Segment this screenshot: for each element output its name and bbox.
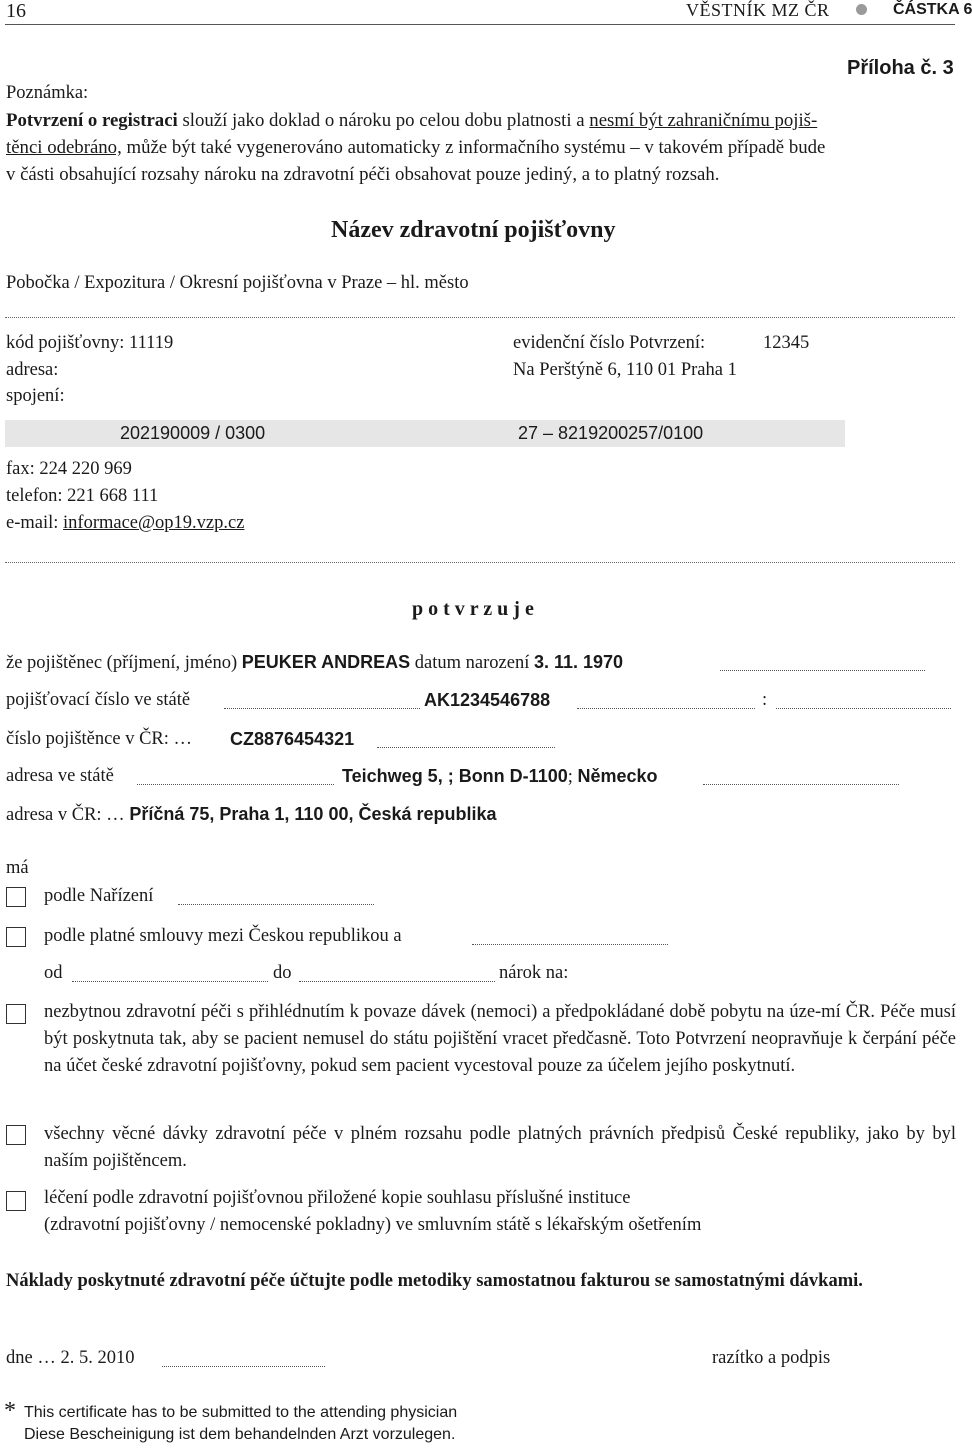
phone-number: 221 668 111 — [67, 486, 159, 506]
necessary-care-text: nezbytnou zdravotní péči s přihlédnutím k povaze dávek (nemoci) a předpokládané době pobytu na úze-mí ČR. Péče musí být poskytnuta tak, aby se pacient nemusel do státu pojištění vracet předčasně. Toto Potvrzení neopravňuje k čerpání péče na účet české zdravotní pojišťovny, pokud sem pacient vycestoval pouze za účelem jejího poskytnutí. — [44, 1002, 956, 1076]
dotted-fill — [72, 981, 268, 982]
from-label: od — [44, 963, 63, 983]
dotted-fill — [472, 944, 668, 945]
stamp-signature-label: razítko a podpis — [712, 1348, 831, 1368]
has-label: má — [6, 858, 29, 878]
insurance-number-label: pojišťovací číslo ve státě — [6, 690, 191, 710]
issue-label: ČÁSTKA 6 — [893, 1, 972, 18]
cz-address-label: adresa v ČR: … — [6, 805, 125, 825]
note-label: Poznámka: — [6, 83, 89, 103]
dotted-fill — [299, 981, 495, 982]
dotted-fill — [776, 708, 951, 709]
cz-address-row — [6, 804, 497, 826]
confirms-heading: p o t v r z u j e — [412, 598, 534, 620]
fax-row — [6, 459, 132, 480]
treatment-checkbox[interactable] — [6, 1191, 26, 1211]
insurer-code-row — [6, 333, 173, 354]
bullet-icon — [856, 4, 867, 15]
foreign-address-row — [342, 766, 658, 788]
journal-name: VĚSTNÍK MZ ČR — [686, 0, 830, 20]
note-line-2 — [6, 137, 825, 159]
email-label: e-mail: — [6, 513, 59, 533]
dotted-fill — [577, 708, 755, 709]
email-link[interactable]: informace@op19.vzp.cz — [63, 513, 245, 533]
insurer-code: 11119 — [129, 333, 174, 353]
date-of-birth: 3. 11. 1970 — [533, 652, 624, 672]
dotted-fill — [703, 784, 899, 785]
foreign-address: Teichweg 5, ; Bonn D-1100 — [342, 766, 568, 786]
fax-number: 224 220 969 — [39, 459, 132, 479]
fax-label: fax: — [6, 459, 35, 479]
phone-row — [6, 486, 158, 507]
foreign-address-label: adresa ve státě — [6, 766, 114, 786]
branch-line: Pobočka / Expozitura / Okresní pojišťovna v Praze – hl. město — [6, 273, 469, 293]
email-row — [6, 513, 244, 534]
note-underlined-b: těnci odebráno, — [6, 137, 122, 158]
cz-number-label: číslo pojištěnce v ČR: … — [6, 729, 193, 749]
date-label: dne … 2. 5. 2010 — [6, 1348, 135, 1368]
page-number: 16 — [6, 0, 26, 22]
footnote-german: Diese Bescheinigung ist dem behandelnden Arzt vorzulegen. — [24, 1426, 456, 1443]
phone-label: telefon: — [6, 486, 63, 506]
note-bold: Potvrzení o registraci — [6, 110, 178, 131]
necessary-care-checkbox[interactable] — [6, 1004, 26, 1024]
regulation-checkbox[interactable] — [6, 887, 26, 907]
divider-top — [5, 317, 955, 318]
bank-account-1: 202190009 / 0300 — [120, 423, 266, 443]
note-underlined-a: nesmí být zahraničnímu pojiš- — [589, 110, 818, 131]
foreign-separator: ; — [567, 767, 573, 787]
cz-number: CZ8876454321 — [230, 729, 355, 749]
full-benefits-text: všechny věcné dávky zdravotní péče v plném rozsahu podle platných právních předpisů České republiky, jako by byl naším pojištěncem. — [44, 1124, 956, 1171]
agreement-checkbox[interactable] — [6, 927, 26, 947]
insurer-address: Na Perštýně 6, 110 01 Praha 1 — [513, 360, 737, 380]
divider-bottom — [5, 562, 955, 563]
reg-label: evidenční číslo Potvrzení: — [513, 333, 706, 353]
insurer-code-label: kód pojišťovny: — [6, 333, 125, 353]
treatment-text-line-2: (zdravotní pojišťovny / nemocenské pokladny) ve smluvním státě s lékařským ošetřením — [44, 1215, 702, 1235]
footnote-english: This certificate has to be submitted to the attending physician — [24, 1404, 458, 1421]
insured-name-row — [6, 652, 623, 674]
reg-number: 12345 — [763, 333, 810, 353]
agreement-label: podle platné smlouvy mezi Českou republikou a — [44, 926, 402, 946]
regulation-label: podle Nařízení — [44, 886, 154, 906]
note-line-1 — [6, 110, 817, 132]
dotted-fill — [162, 1366, 325, 1367]
note-text-a: slouží jako doklad o nároku po celou dobu platnosti a — [177, 110, 590, 131]
dotted-fill — [720, 670, 925, 671]
full-benefits-checkbox[interactable] — [6, 1125, 26, 1145]
insured-name-label: že pojištěnec (příjmení, jméno) — [6, 653, 238, 673]
claim-label: nárok na: — [499, 963, 569, 983]
address-label: adresa: — [6, 360, 59, 380]
dotted-fill — [224, 708, 420, 709]
costs-note: Náklady poskytnuté zdravotní péče účtujte podle metodiky samostatnou fakturou se samostatnými dávkami. — [6, 1271, 863, 1291]
contact-label: spojení: — [6, 386, 65, 406]
dob-label: datum narození — [414, 653, 530, 673]
insured-name: PEUKER ANDREAS — [241, 652, 411, 672]
bank-account-2: 27 – 8219200257/0100 — [518, 423, 704, 443]
annex-label: Příloha č. 3 — [847, 57, 954, 79]
foreign-country: Německo — [577, 766, 658, 786]
dotted-fill — [377, 747, 555, 748]
cz-address: Příčná 75, Praha 1, 110 00, Česká republika — [129, 804, 497, 824]
to-label: do — [273, 963, 292, 983]
dotted-fill — [137, 784, 334, 785]
dotted-fill — [178, 904, 374, 905]
note-text-b: může být také vygenerováno automaticky z informačního systému – v takovém případě bude — [121, 137, 826, 158]
treatment-text-line-1: léčení podle zdravotní pojišťovnou přiložené kopie souhlasu příslušné instituce — [44, 1188, 631, 1208]
header-rule — [5, 24, 955, 25]
insurance-number: AK1234546788 — [424, 690, 551, 710]
colon: : — [762, 690, 768, 710]
note-line-3: v části obsahující rozsahy nároku na zdravotní péči obsahovat pouze jediný, a to platný rozsah. — [6, 164, 720, 185]
insurer-title: Název zdravotní pojišťovny — [331, 217, 616, 243]
footnote-asterisk: * — [4, 1398, 16, 1424]
